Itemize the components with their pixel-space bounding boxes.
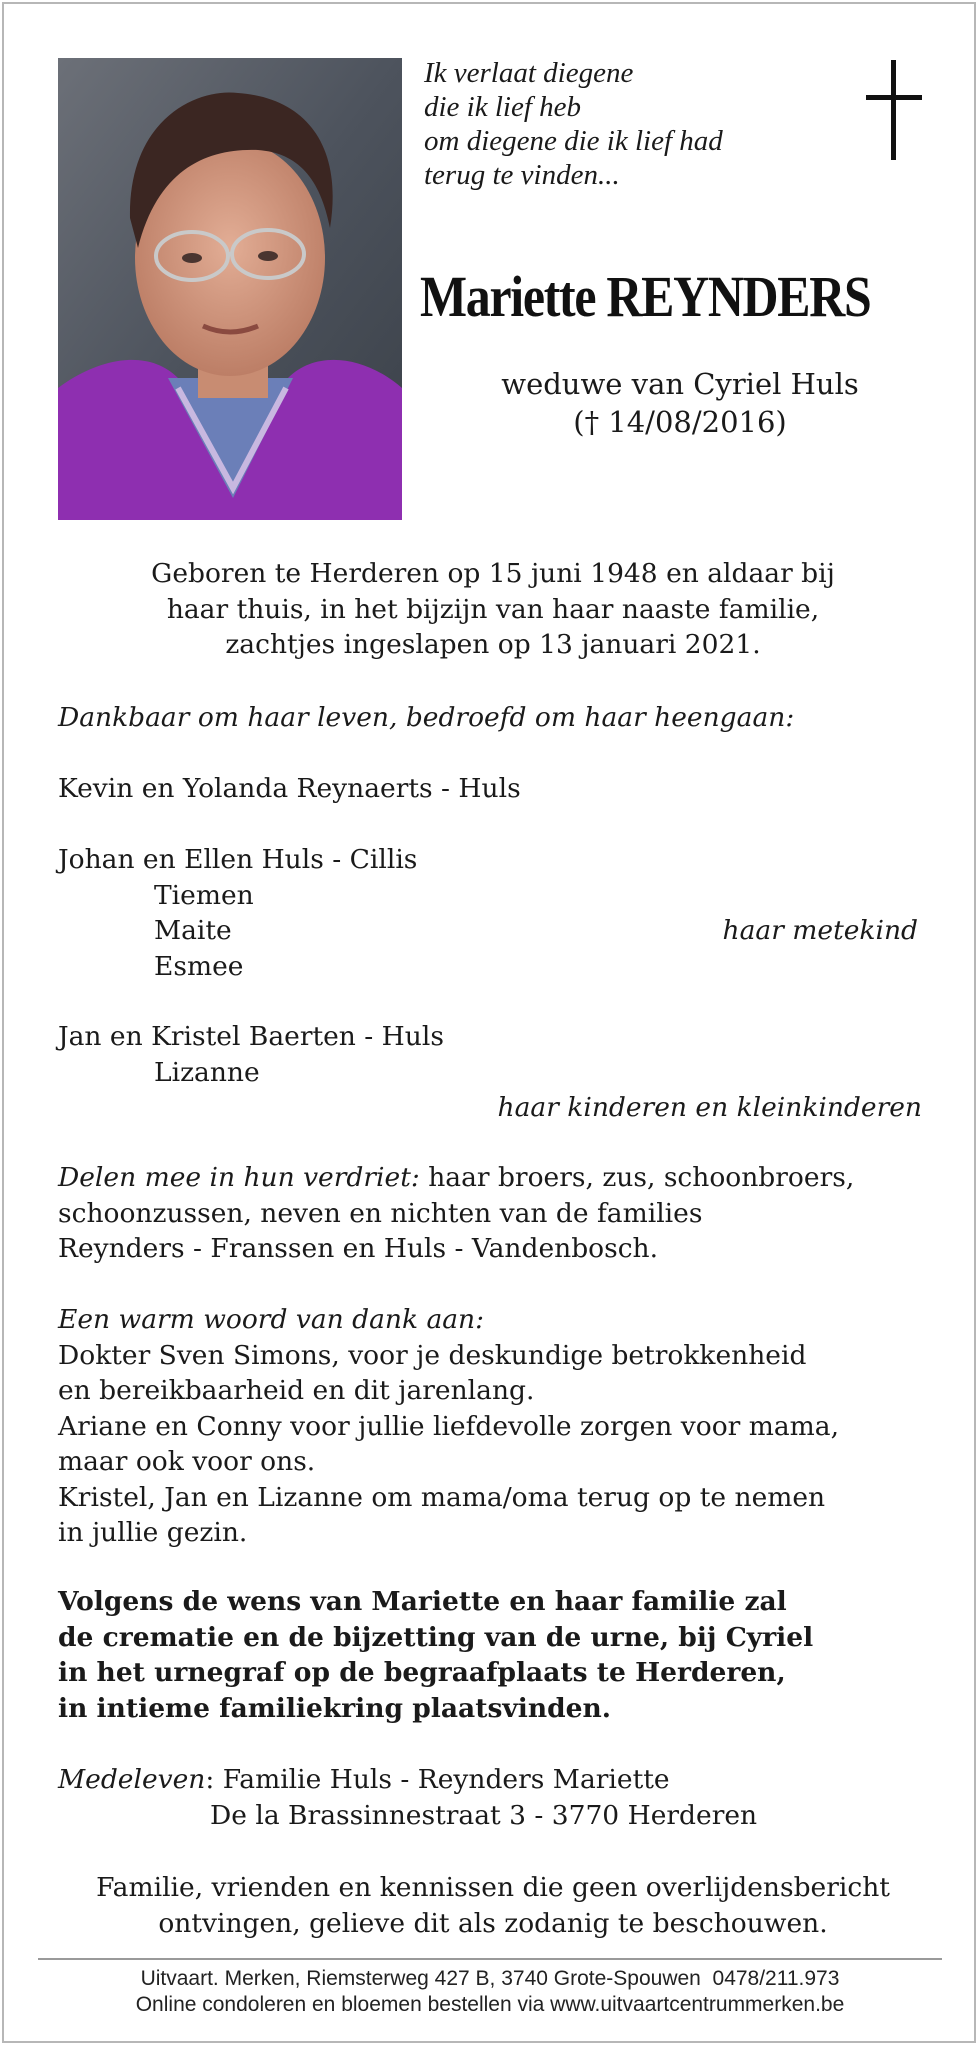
- medeleven-address: De la Brassinnestraat 3 - 3770 Herderen: [210, 1799, 758, 1831]
- widow-date: († 14/08/2016): [573, 405, 787, 439]
- grandchild-row: [58, 913, 928, 949]
- family-member: Johan en Ellen Huls - Cillis: [58, 844, 418, 875]
- poem: [424, 56, 784, 192]
- thanks-line: en bereikbaarheid en dit jarenlang.: [58, 1375, 535, 1406]
- grandchild: Maite: [154, 915, 232, 946]
- poem-line: Ik verlaat diegene: [424, 57, 634, 89]
- grandchild: Tiemen: [154, 879, 254, 911]
- notice-paragraph: [58, 1870, 928, 1941]
- footer-address: Uitvaart. Merken, Riemsterweg 427 B, 3740 Grote-Spouwen 0478/211.973: [140, 1967, 840, 1990]
- notice-line: Familie, vrienden en kennissen die geen overlijdensbericht: [96, 1872, 890, 1903]
- thanks-line: Kristel, Jan en Lizanne om mama/oma terug op te nemen: [58, 1481, 826, 1513]
- notice-line: ontvingen, gelieve dit als zodanig te beschouwen.: [158, 1907, 828, 1939]
- portrait-photo: [58, 58, 402, 520]
- wish-line: Volgens de wens van Mariette en haar familie zal: [58, 1586, 787, 1617]
- share-text: haar broers, zus, schoonbroers,: [419, 1162, 855, 1193]
- thanks-line: Dokter Sven Simons, voor je deskundige betrokkenheid: [58, 1339, 807, 1371]
- medeleven-block: [58, 1762, 928, 1833]
- family-list: [58, 771, 928, 807]
- poem-line: die ik lief heb: [424, 91, 582, 123]
- share-line: Reynders - Franssen en Huls - Vandenbosch.: [58, 1233, 659, 1264]
- wish-paragraph: [58, 1584, 928, 1726]
- medeleven-label: Medeleven: [58, 1764, 206, 1795]
- poem-line: om diegene die ik lief had: [424, 125, 723, 157]
- share-paragraph: [58, 1160, 928, 1267]
- share-line: schoonzussen, neven en nichten van de families: [58, 1197, 703, 1229]
- grandchild: Lizanne: [154, 1056, 260, 1088]
- wish-line: in intieme familiekring plaatsvinden.: [58, 1692, 611, 1724]
- grandchild: Esmee: [154, 950, 244, 982]
- footer: [38, 1966, 942, 2018]
- cross-icon: [864, 60, 924, 160]
- thanks-line: in jullie gezin.: [58, 1517, 248, 1548]
- widow-of: [420, 365, 940, 441]
- share-label: Delen mee in hun verdriet:: [58, 1162, 420, 1193]
- thanks-label: Een warm woord van dank aan:: [58, 1304, 485, 1335]
- thanks-line: Ariane en Conny voor jullie liefdevolle zorgen voor mama,: [58, 1410, 840, 1442]
- metekind-note: haar metekind: [722, 915, 918, 946]
- widow-line: weduwe van Cyriel Huls: [501, 367, 859, 401]
- grateful-line: Dankbaar om haar leven, bedroefd om haar heengaan:: [58, 702, 795, 733]
- family-member: Kevin en Yolanda Reynaerts - Huls: [58, 773, 521, 804]
- footer-divider: [38, 1958, 942, 1960]
- family-list-jan: [58, 1019, 928, 1126]
- thanks-paragraph: [58, 1302, 928, 1551]
- thanks-line: maar ook voor ons.: [58, 1446, 316, 1477]
- birth-line: zachtjes ingeslapen op 13 januari 2021.: [225, 629, 761, 660]
- birth-line: haar thuis, in het bijzijn van haar naaste familie,: [166, 593, 820, 625]
- medeleven-family: : Familie Huls - Reynders Mariette: [205, 1764, 670, 1795]
- poem-line: terug te vinden...: [424, 159, 620, 191]
- family-list-johan: [58, 842, 928, 984]
- footer-website[interactable]: Online condoleren en bloemen bestellen via www.uitvaartcentrummerken.be: [135, 1993, 845, 2016]
- wish-line: de crematie en de bijzetting van de urne, bij Cyriel: [58, 1621, 814, 1653]
- deceased-name: Mariette REYNDERS: [420, 264, 871, 329]
- birth-line: Geboren te Herderen op 15 juni 1948 en aldaar bij: [151, 558, 835, 589]
- wish-line: in het urnegraf op de begraafplaats te Herderen,: [58, 1657, 786, 1688]
- family-summary: haar kinderen en kleinkinderen: [497, 1092, 922, 1123]
- family-member: Jan en Kristel Baerten - Huls: [58, 1021, 444, 1052]
- birth-paragraph: [58, 556, 928, 663]
